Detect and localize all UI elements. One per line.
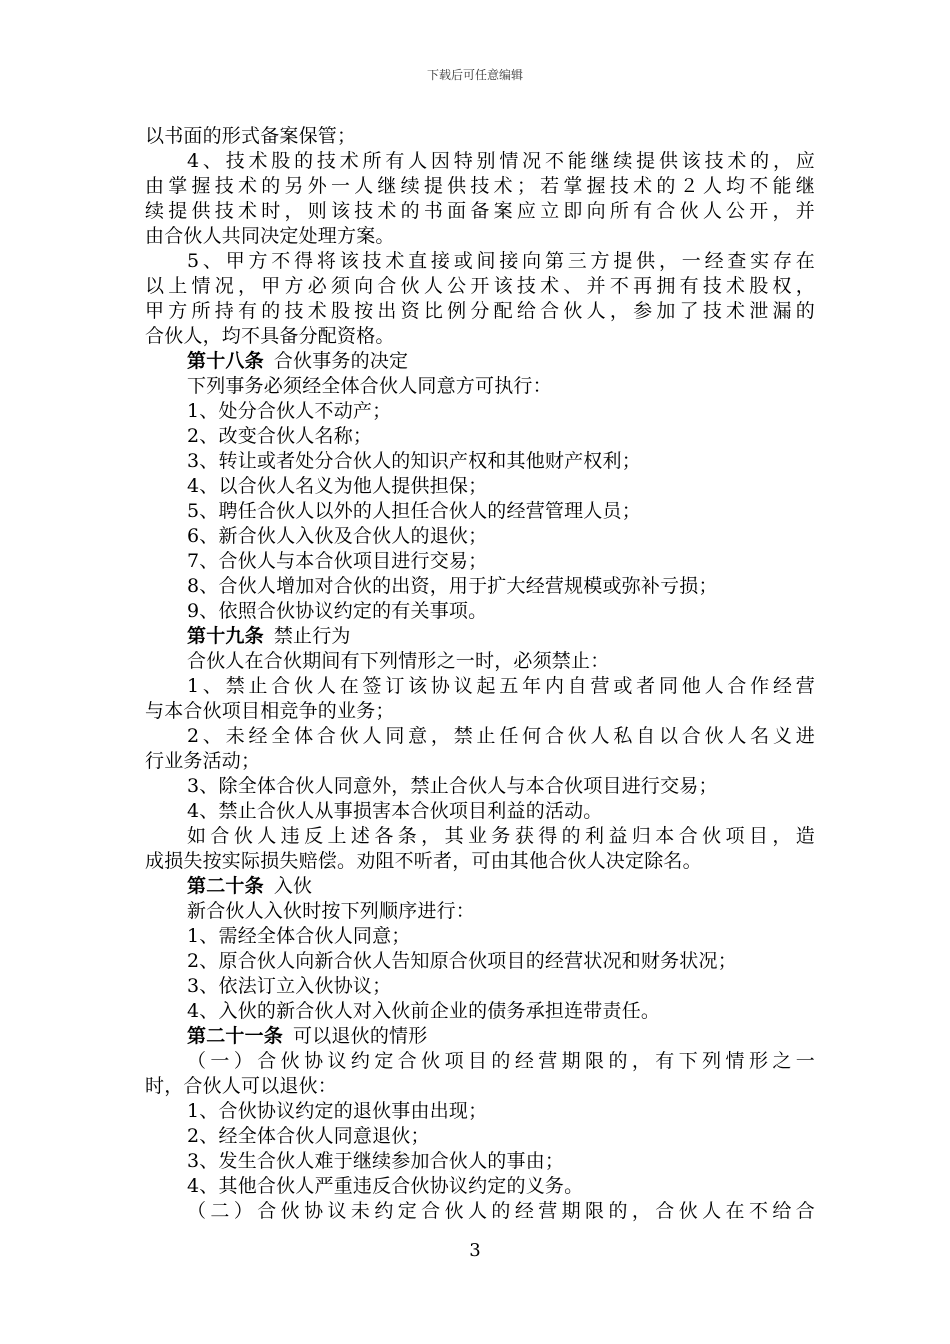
paragraph-line: 2、未经全体合伙人同意，禁止任何合伙人私自以合伙人名义进	[187, 725, 815, 747]
paragraph-line: 甲方所持有的技术股按出资比例分配给合伙人，参加了技术泄漏的	[145, 300, 815, 322]
paragraph-line: 1、处分合伙人不动产；	[187, 400, 392, 422]
paragraph-line: 4、入伙的新合伙人对入伙前企业的债务承担连带责任。	[187, 1000, 661, 1022]
paragraph-line: （一）合伙协议约定合伙项目的经营期限的，有下列情形之一	[187, 1050, 815, 1072]
paragraph-line: 合伙人在合伙期间有下列情形之一时，必须禁止：	[187, 650, 610, 672]
article-number: 第二十一条	[187, 1025, 284, 1047]
article-title: 合伙事务的决定	[273, 350, 409, 372]
article-number: 第二十条	[187, 875, 264, 897]
paragraph-line: 由合伙人共同决定处理方案。	[145, 225, 395, 247]
article-title: 可以退伙的情形	[293, 1025, 428, 1047]
paragraph-line: 4、技术股的技术所有人因特别情况不能继续提供该技术的，应	[187, 150, 815, 172]
paragraph-line: （二）合伙协议未约定合伙人的经营期限的，合伙人在不给合	[187, 1200, 815, 1222]
page-number: 3	[469, 1240, 481, 1261]
article-heading	[145, 1024, 815, 1049]
article-number: 第十八条	[187, 350, 264, 372]
paragraph-line: 2、经全体合伙人同意退伙；	[187, 1125, 430, 1147]
paragraph-line: 行业务活动；	[145, 750, 261, 772]
paragraph-line: 8、合伙人增加对合伙的出资，用于扩大经营规模或弥补亏损；	[187, 575, 718, 597]
article-heading	[145, 874, 815, 899]
paragraph-line: 2、改变合伙人名称；	[187, 425, 373, 447]
paragraph-line: 1、禁止合伙人在签订该协议起五年内自营或者同他人合作经营	[187, 675, 815, 697]
paragraph-line: 续提供技术时，则该技术的书面备案应立即向所有合伙人公开，并	[145, 200, 815, 222]
paragraph-line: 3、发生合伙人难于继续参加合伙人的事由；	[187, 1150, 565, 1172]
article-number: 第十九条	[187, 625, 264, 647]
article-title: 禁止行为	[273, 625, 351, 647]
paragraph-line: 5、聘任合伙人以外的人担任合伙人的经营管理人员；	[187, 500, 641, 522]
paragraph-line: 3、转让或者处分合伙人的知识产权和其他财产权利；	[187, 450, 641, 472]
article-heading	[145, 624, 815, 649]
paragraph-line: 以上情况，甲方必须向合伙人公开该技术、并不再拥有技术股权，	[145, 275, 815, 297]
paragraph-line: 以书面的形式备案保管；	[145, 125, 357, 147]
document-body	[145, 124, 815, 1224]
article-heading	[145, 349, 815, 374]
article-title: 入伙	[273, 875, 313, 897]
paragraph-line: 2、原合伙人向新合伙人告知原合伙项目的经营状况和财务状况；	[187, 950, 737, 972]
paragraph-line: 4、其他合伙人严重违反合伙协议约定的义务。	[187, 1175, 584, 1197]
paragraph-line: 6、新合伙人入伙及合伙人的退伙；	[187, 525, 488, 547]
paragraph-line: 4、禁止合伙人从事损害本合伙项目利益的活动。	[187, 800, 603, 822]
paragraph-line: 9、依照合伙协议约定的有关事项。	[187, 600, 488, 622]
paragraph-line: 3、依法订立入伙协议；	[187, 975, 392, 997]
page-header: 下载后可任意编辑	[426, 68, 523, 82]
paragraph-line: 时，合伙人可以退伙：	[145, 1075, 338, 1097]
paragraph-line: 成损失按实际损失赔偿。劝阻不听者，可由其他合伙人决定除名。	[145, 850, 702, 872]
paragraph-line: 下列事务必须经全体合伙人同意方可执行：	[187, 375, 552, 397]
paragraph-line: 合伙人，均不具备分配资格。	[145, 325, 395, 347]
paragraph-line: 如合伙人违反上述各条，其业务获得的利益归本合伙项目，造	[187, 825, 815, 847]
paragraph-line: 新合伙人入伙时按下列顺序进行：	[187, 900, 476, 922]
paragraph-line: 4、以合伙人名义为他人提供担保；	[187, 475, 488, 497]
paragraph-line: 与本合伙项目相竞争的业务；	[145, 700, 395, 722]
paragraph-line: 由掌握技术的另外一人继续提供技术；若掌握技术的２人均不能继	[145, 175, 815, 197]
paragraph-line: 5、甲方不得将该技术直接或间接向第三方提供，一经查实存在	[187, 250, 815, 272]
paragraph-line: 7、合伙人与本合伙项目进行交易；	[187, 550, 488, 572]
paragraph-line: 1、合伙协议约定的退伙事由出现；	[187, 1100, 488, 1122]
paragraph-line: 3、除全体合伙人同意外，禁止合伙人与本合伙项目进行交易；	[187, 775, 718, 797]
paragraph-line: 1、需经全体合伙人同意；	[187, 925, 411, 947]
